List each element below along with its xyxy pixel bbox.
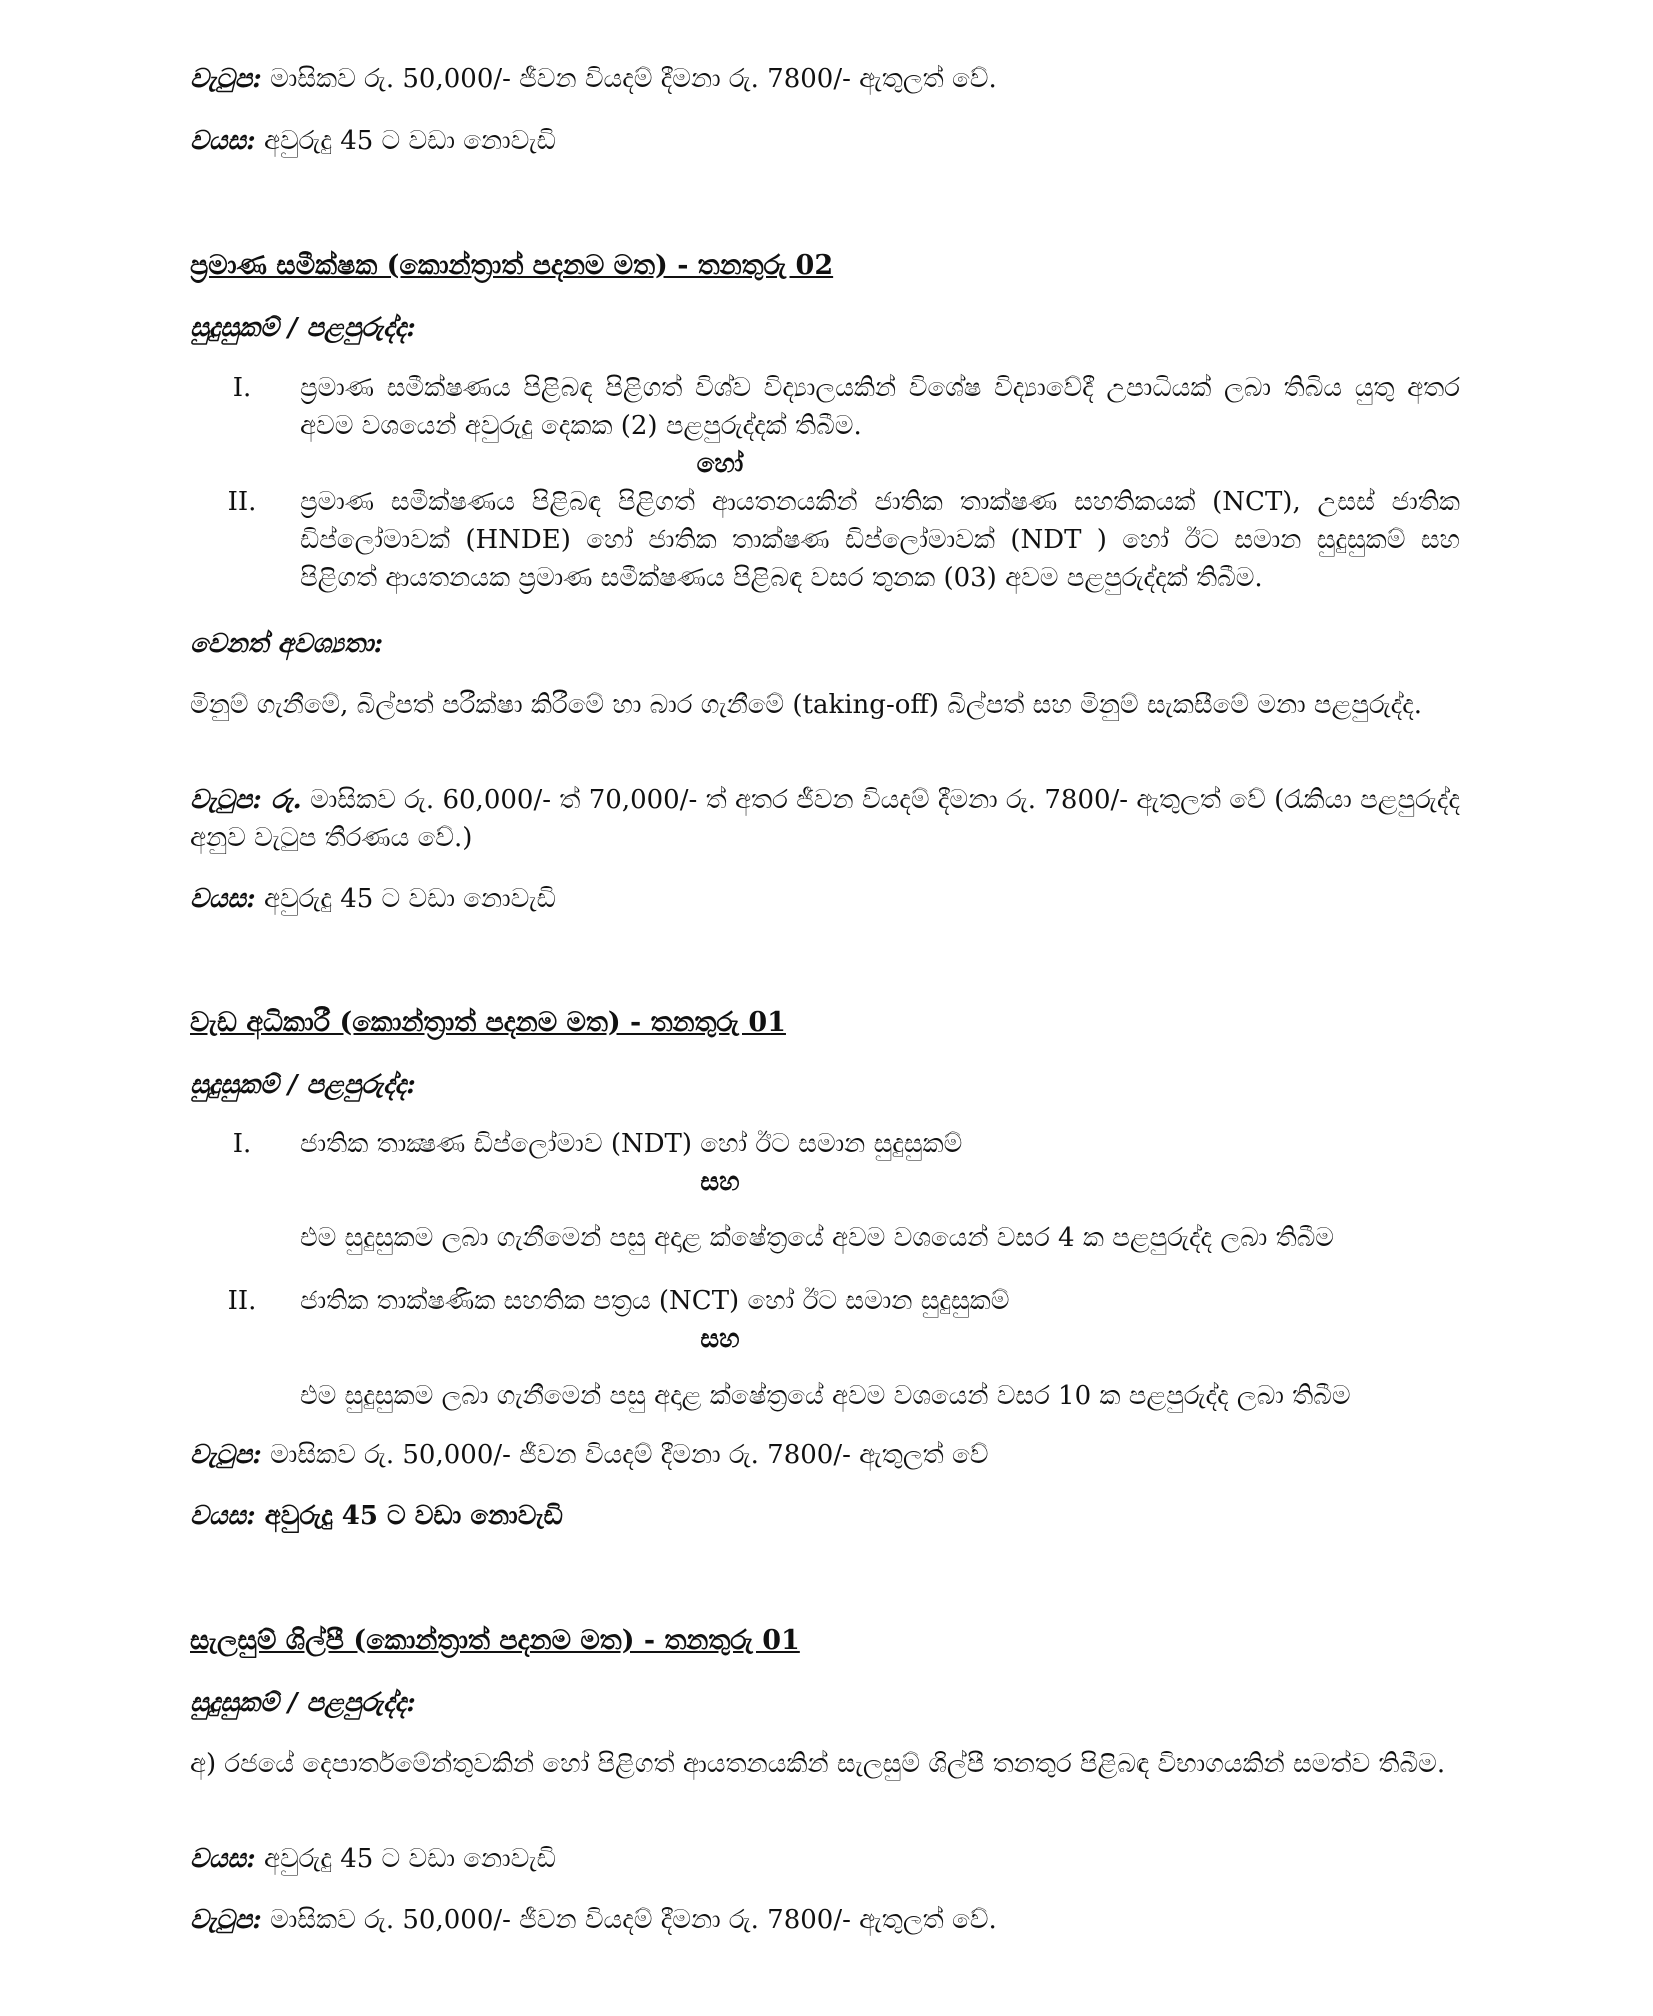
- salary-text: මාසිකව රු. 50,000/- ජීවන වියදම් දීමනා රු. 7800/- ඇතුලත් වේ: [270, 1440, 989, 1470]
- section2-qual-label: සුදුසුකම් / පළපුරුද්ද:: [190, 1070, 416, 1100]
- age-text: අවුරුදු 45 ට වඩා නොවැඩි: [263, 126, 556, 156]
- section1-heading: ප්‍රමාණ සමීක්ෂක (කොන්ත්‍රාත් පදනම මත) - තනතුරු 02: [190, 250, 834, 281]
- section1-other-label: වෙනත් අවශ්‍යතා:: [190, 629, 384, 659]
- section1-item2-number: II.: [227, 487, 257, 517]
- age-label: වයස:: [190, 1501, 256, 1531]
- section3-heading: සැලසුම් ශිල්පී (කොන්ත්‍රාත් පදනම මත) - තනතුරු 01: [190, 1625, 800, 1656]
- section1-item2-text: ප්‍රමාණ සමීක්ෂණය පිළිබඳ පිළිගත් ආයතනයකින් ජාතික තාක්ෂණ සහතිකයක් (NCT), උසස් ජාතික ඩිප්ලෝමාවක් (HNDE) හෝ ජාතික තාක්ෂණ ඩිප්ලෝමාවක් (NDT ) හෝ ඊට සමාන සුදුසුකම් සහ පිළිගත් ආයතනයක ප්‍රමාණ සමීක්ෂණය පිළිබඳ වසර තුනක (03) අවම පළපුරුද්දක් තිබීම.: [300, 487, 1460, 593]
- salary-text: මාසිකව රු. 60,000/- ත් 70,000/- ත් අතර ජීවන වියදම් දීමනා රු. 7800/- ඇතුලත් වේ (රැකියා පළපුරුද්ද අනුව වැටුප තීරණය වේ.): [190, 785, 1461, 853]
- salary-label: වැටුප: රු.: [190, 785, 302, 815]
- salary-label: වැටුප:: [190, 1440, 262, 1470]
- section1-item1-number: I.: [232, 373, 252, 403]
- section2-item1-extra: එම සුදුසුකම ලබා ගැනීමෙන් පසු අදාළ ක්ෂේත්‍රයේ අවම වශයෙන් වසර 4 ක පළපුරුද්ද ලබා තිබීම: [300, 1223, 1335, 1253]
- section2-and1: සහ: [700, 1167, 740, 1197]
- salary-label: වැටුප:: [190, 1905, 262, 1935]
- section1-age-line: [190, 880, 1460, 918]
- section3-item-text: අ) රජයේ දෙපාර්තමේන්තුවකින් හෝ පිළිගත් ආයතනයකින් සැලසුම් ශිල්පී තනතුර පිළිබඳ විභාගයකින් සමත්ව තිබීම.: [190, 1749, 1446, 1779]
- salary-text: මාසිකව රු. 50,000/- ජීවන වියදම් දීමනා රු. 7800/- ඇතුලත් වේ.: [270, 64, 997, 94]
- section3-age-line: [190, 1840, 1460, 1878]
- age-text: අවුරුදු 45 ට වඩා නොවැඩි: [263, 884, 556, 914]
- top-age-line: [190, 122, 1460, 160]
- section1-or: හෝ: [696, 449, 744, 479]
- age-label: වයස:: [190, 1844, 256, 1874]
- section1-qual-label: සුදුසුකම් / පළපුරුද්ද:: [190, 313, 416, 343]
- age-text: අවුරුදු 45 ට වඩා නොවැඩි: [263, 1844, 556, 1874]
- section2-salary-line: [190, 1436, 1460, 1474]
- age-label: වයස:: [190, 884, 256, 914]
- section2-item2-text: ජාතික තාක්ෂණික සහතික පත්‍රය (NCT) හෝ ඊට සමාන සුදුසුකම්: [300, 1286, 1010, 1316]
- section2-and2: සහ: [700, 1324, 740, 1354]
- section2-item2-extra: එම සුදුසුකම ලබා ගැනීමෙන් පසු අදාළ ක්ෂේත්‍රයේ අවම වශයෙන් වසර 10 ක පළපුරුද්ද ලබා තිබීම: [300, 1381, 1351, 1411]
- salary-label: වැටුප:: [190, 64, 262, 94]
- section2-heading: වැඩ අධිකාරී (කොන්ත්‍රාත් පදනම මත) - තනතුරු 01: [190, 1007, 786, 1038]
- section1-item1-text: ප්‍රමාණ සමීක්ෂණය පිළිබඳ පිළිගත් විශ්ව විද්‍යාලයකින් විශේෂ විද්‍යාවේදී උපාධියක් ලබා තිබිය යුතු අතර අවම වශයෙන් අවුරුදු දෙකක (2) පළපුරුද්දක් තිබීම.: [300, 373, 1460, 441]
- section1-other-text: මිනුම් ගැනීමේ, බිල්පත් පරීක්ෂා කිරීමේ හා බාර ගැනීමේ (taking-off) බිල්පත් සහ මිනුම් සැකසීමේ මනා පළපුරුද්ද.: [190, 690, 1423, 720]
- section2-item1-text: ජාතික තාක්‍ෂණ ඩිප්ලෝමාව (NDT) හෝ ඊට සමාන සුදුසුකම්: [300, 1129, 963, 1159]
- section1-salary-line: [190, 781, 1460, 857]
- section2-age-line: [190, 1497, 1460, 1535]
- top-salary-line: [190, 60, 1460, 98]
- age-text: අවුරුදු 45 ට වඩා නොවැඩි: [264, 1501, 563, 1531]
- section3-qual-label: සුදුසුකම් / පළපුරුද්ද:: [190, 1688, 416, 1718]
- section2-item1-number: I.: [232, 1129, 252, 1159]
- section2-item2-number: II.: [227, 1286, 257, 1316]
- section3-salary-line: [190, 1901, 1460, 1939]
- age-label: වයස:: [190, 126, 256, 156]
- salary-text: මාසිකව රු. 50,000/- ජීවන වියදම් දීමනා රු. 7800/- ඇතුලත් වේ.: [270, 1905, 997, 1935]
